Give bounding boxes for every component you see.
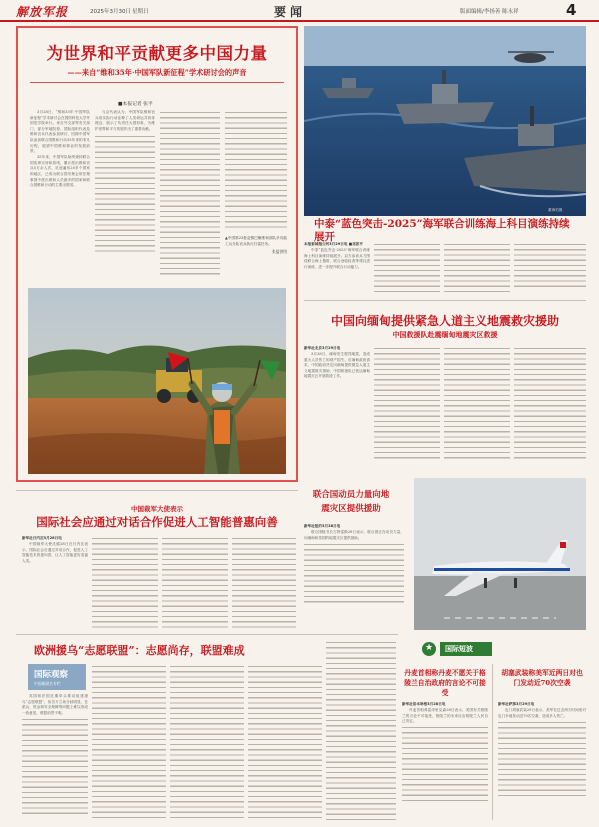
divider (16, 634, 398, 635)
lead-paragraph: 与会代表认为，中国军队维和官兵用实际行动诠释了人类命运共同体理念，展示了负责任大国形象，为维护世界和平与发展作出了重要贡献。 (95, 110, 155, 131)
quake-column-1 (304, 346, 370, 462)
lead-byline: ■本报记者 张平 (118, 102, 153, 107)
soldier-signal-flags-image (28, 288, 286, 474)
lead-article (16, 26, 298, 482)
europe-column-2 (92, 664, 166, 820)
lead-photo (28, 288, 286, 474)
section-title: 要闻 (274, 5, 307, 19)
divider (304, 300, 586, 301)
quake-aid-headline: 联合国动员力量向地震灾区提供援助 (312, 490, 390, 514)
quake-aid-paragraph: 联合国秘书长古特雷斯28日表示，联合国正在动员力量，向缅甸和泰国的地震灾区提供援助。 (304, 530, 404, 540)
aircraft-photo (414, 478, 586, 630)
issue-weekday: 星期日 (132, 9, 149, 15)
lead-paragraph: 3月28日，“维和35年·中国军队新征程”学术研讨会在国防科技大学外国语学院举行。来自外交部等有关部门、部分军地院校、国际组织代表及维和官兵代表参加研讨，回顾中国军队参加联合国维和行动35年来的非凡历程，展望中国维和事业的发展前景。 (30, 110, 90, 154)
international-column-banner (28, 664, 86, 690)
briefs-label: 国际短波 (445, 645, 473, 653)
quake-aid-text-continued (304, 542, 404, 604)
europe-text-continued (22, 717, 88, 815)
europe-column-1 (22, 694, 88, 820)
brief-2-body (498, 702, 586, 820)
naval-column-2 (374, 242, 440, 296)
lead-column-4 (225, 110, 287, 278)
lead-column-1 (30, 110, 90, 278)
lead-photo-caption: ▲中国第23批赴黎巴嫩维和部队多功能工兵分队官兵执行扫雷任务。 (225, 236, 287, 246)
quake-dateline: 新华社北京3月29日电 (304, 346, 341, 350)
brief-2-dateline: 新华社萨那3月29日电 (498, 702, 535, 706)
naval-column-4 (514, 242, 586, 288)
naval-column-3 (444, 242, 510, 296)
quake-paragraph: 3月28日，缅甸发生强烈地震，造成重大人员伤亡和财产损失。应缅甸政府请求，中国政府决定向缅甸提供紧急人道主义地震救灾援助，中国救援队已抵达缅甸地震灾区开展救援工作。 (304, 352, 370, 379)
ai-dateline: 新华社日内瓦3月28日电 (22, 536, 62, 540)
ai-kicker: 中国裁军大使表示 (131, 505, 183, 513)
briefs-badge-icon: ★ (422, 642, 436, 656)
lead-text-continued (95, 134, 155, 254)
briefs-banner (422, 640, 492, 660)
rescue-aircraft-image (414, 478, 586, 630)
brief-2-headline: 胡塞武装称美军近两日对也门发动近70次空袭 (501, 669, 583, 687)
naval-headline: 中泰“蓝色突击-2025”海军联合训练海上科目演练持续展开 (314, 218, 570, 243)
quake-column-2 (374, 346, 440, 462)
international-column-subtitle: 中国新闻名专栏 (34, 681, 61, 686)
page-editors: 版面编辑/李扬善 陈永祥 (460, 9, 519, 15)
europe-column-3 (170, 664, 244, 820)
brief-1-paragraph: 丹麦首相弗雷泽里克森28日表示，美国有关格陵兰的言论不可接受，格陵兰的未来应由格陵兰人民自己决定。 (402, 708, 488, 724)
newspaper-logo: 解放军报 (16, 5, 69, 19)
brief-2-text-continued (498, 720, 586, 800)
divider (16, 490, 298, 491)
warships-at-sea-image (304, 26, 586, 216)
masthead (0, 0, 599, 22)
quake-subtitle: 中国救援队赴震缅甸地震灾区救援 (392, 330, 498, 339)
page-number: 4 (566, 1, 577, 19)
europe-paragraph: 英国和法国近期牵头推动组建援乌“志愿联盟”，但各方立场分歧明显，在派兵、资金和安全保障等问题上难以形成一致意见，联盟前景不明。 (22, 694, 88, 715)
brief-1-headline: 丹麦首相称丹麦不愿关于格陵兰自治政府的言论不可接受 (404, 669, 486, 697)
lead-subtitle: ——来自“维和35年·中国军队新征程”学术研讨会的声音 (67, 68, 247, 77)
naval-column-1 (304, 242, 370, 296)
europe-column-4 (248, 664, 322, 820)
brief-1-dateline: 新华社哥本哈根3月28日电 (402, 702, 446, 706)
brief-1-body (402, 702, 488, 820)
ai-column-3 (162, 536, 228, 628)
ai-paragraph: 中国裁军大使沈健28日在日内瓦表示，国际社会应通过对话合作，促进人工智能技术普惠向善，让人工智能更好造福人类。 (22, 542, 88, 563)
lead-photo-credit: 张猛供图 (271, 249, 287, 255)
lead-rule (30, 82, 284, 83)
lead-paragraph: 35年来，中国军队始终秉持联合国宪章宗旨和原则，累计派出维和官兵5万余人次，足迹遍布20多个国家和地区，已成为联合国安理会常任理事国中派出维和人员最多的国家和联合国维和行动的主要出资国。 (30, 155, 90, 188)
quake-column-3 (444, 346, 510, 462)
divider (492, 664, 493, 820)
lead-text-continued (225, 110, 287, 230)
ai-headline: 国际社会应通过对话合作促进人工智能普惠向善 (36, 515, 278, 529)
quake-headline: 中国向缅甸提供紧急人道主义地震救灾援助 (330, 314, 559, 328)
europe-column-5 (326, 640, 396, 820)
brief-2-paragraph: 也门胡塞武装29日表示，美军在过去两天时间里对也门多地发动近70次空袭，造成多人伤亡。 (498, 708, 586, 718)
quake-column-4 (514, 346, 586, 462)
lead-column-3 (160, 110, 220, 278)
lead-headline: 为世界和平贡献更多中国力量 (46, 44, 268, 63)
ai-column-4 (232, 536, 296, 628)
international-column-title: 国际观察 (34, 670, 69, 680)
ai-column-2 (92, 536, 158, 628)
naval-paragraph: 中泰“蓝色突击-2025”海军联合训练海上科目演练持续展开。双方参训兵力围绕联合海上搜救、联合登临检查等课目进行演练，进一步提升联合行动能力。 (304, 248, 370, 269)
quake-aid-dateline: 新华社纽约3月28日电 (304, 524, 341, 528)
europe-headline: 欧洲援乌“志愿联盟”：志愿尚存，联盟难成 (34, 644, 245, 657)
lead-column-2 (95, 110, 155, 278)
issue-date: 2025年3月30日 (90, 9, 131, 15)
brief-1-text-continued (402, 725, 488, 805)
naval-photo (304, 26, 586, 216)
quake-aid-body (304, 524, 404, 630)
naval-photo-credit: 董海豹摄 (548, 208, 563, 212)
ai-column-1 (22, 536, 88, 628)
briefs-label-box (440, 642, 492, 656)
naval-dateline: 本报泰国湄公河3月29日电 ■邓思平 (304, 242, 363, 246)
